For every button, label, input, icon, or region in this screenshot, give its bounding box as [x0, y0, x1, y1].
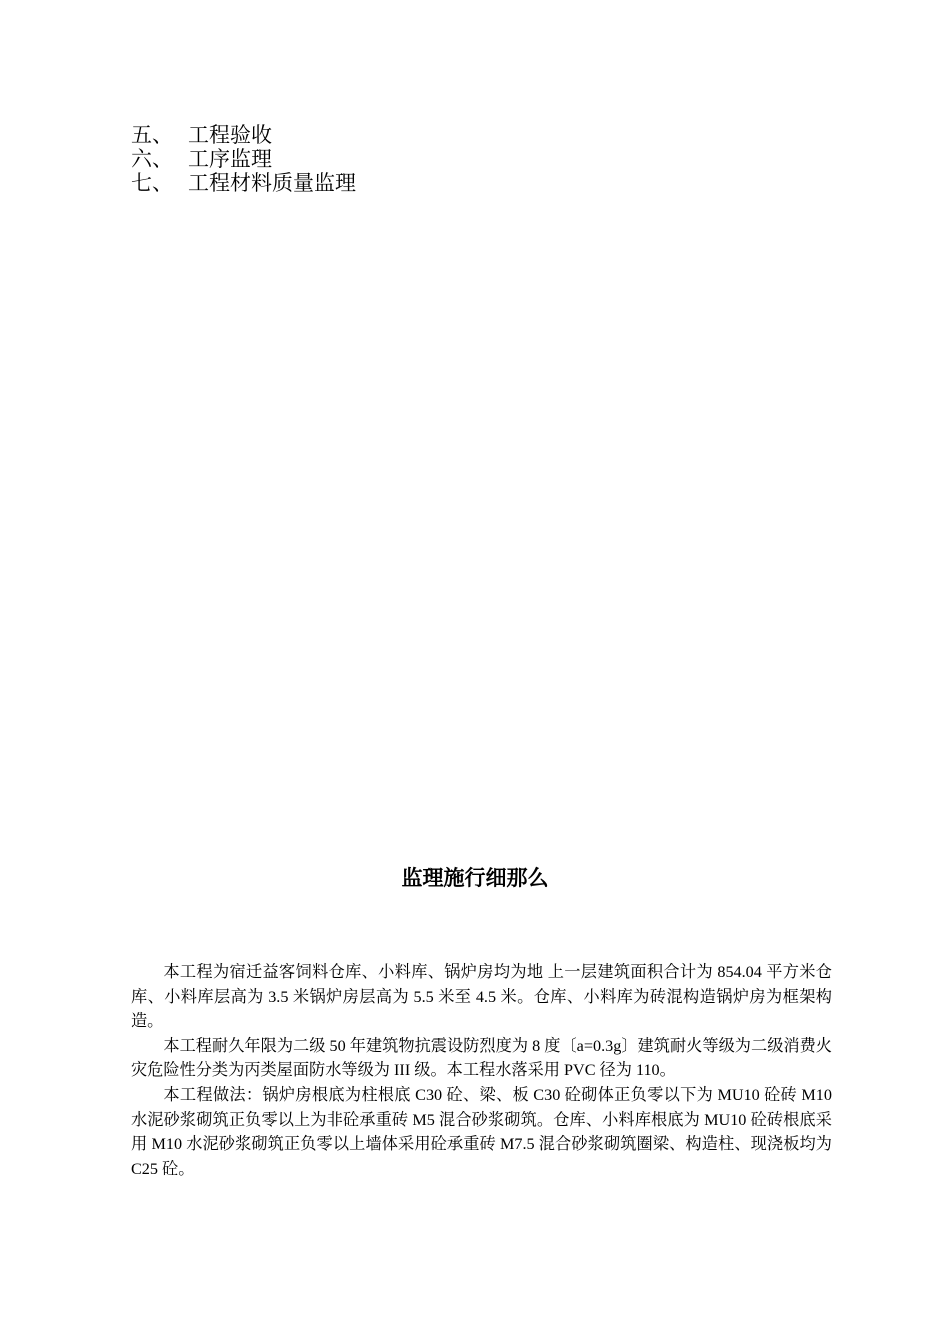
toc-item-material-quality — [131, 171, 631, 195]
paragraph-construction-method: 本工程做法：锅炉房根底为柱根底 C30 砼、梁、板 C30 砼砌体正负零以下为 MU10 砼砖 M10 水泥砂浆砌筑正负零以上为非砼承重砖 M5 混合砂浆砌筑。仓库、小料库根底为 MU10 砼砖根底采用 M10 水泥砂浆砌筑正负零以上墙体采用砼承重砖 M7.5 混合砂浆砌筑圈梁、构造柱、现浇板均为 C25 砼。 — [131, 1085, 832, 1178]
toc-item-label: 工程材料质量监理 — [188, 171, 356, 195]
document-body — [131, 960, 832, 1181]
toc-item-label: 工程验收 — [188, 123, 272, 147]
paragraph-project-overview: 本工程为宿迁益客饲料仓库、小料库、锅炉房均为地 上一层建筑面积合计为 854.04 平方米仓库、小料库层高为 3.5 米锅炉房层高为 5.5 米至 4.5 米。仓库、小料库为砖混构造锅炉房为框架构造。 — [131, 963, 832, 1031]
toc-item-number: 七、 — [131, 171, 173, 195]
toc-item-process-supervision — [131, 147, 631, 171]
toc-item-label: 工序监理 — [188, 147, 272, 171]
toc-item-number: 六、 — [131, 147, 173, 171]
toc-item-number: 五、 — [131, 123, 173, 147]
document-title: 监理施行细那么 — [401, 866, 549, 890]
table-of-contents — [131, 123, 631, 195]
toc-item-acceptance — [131, 123, 631, 147]
paragraph-durability-seismic: 本工程耐久年限为二级 50 年建筑物抗震设防烈度为 8 度〔a=0.3g〕建筑耐火等级为二级消费火灾危险性分类为丙类屋面防水等级为 III 级。本工程水落采用 PVC 径为 110。 — [131, 1036, 832, 1080]
